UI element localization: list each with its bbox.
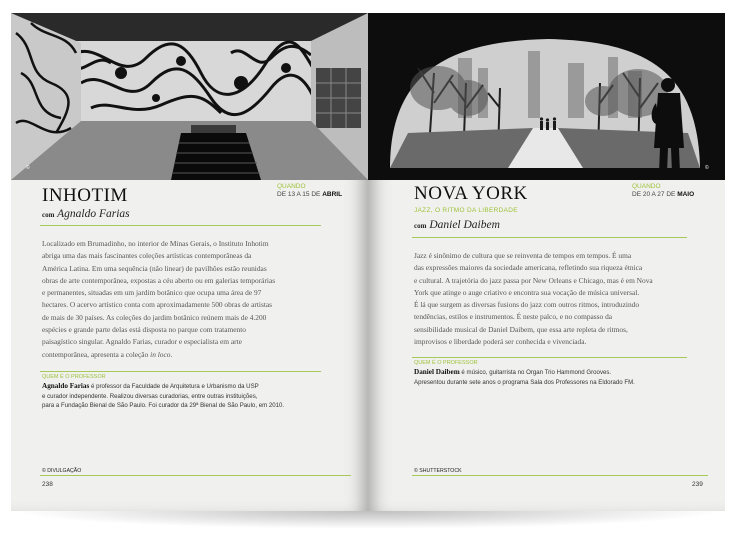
- inhotim-photo: [11, 13, 368, 180]
- date-range: DE 20 A 27 DE: [632, 191, 676, 198]
- professor-bio: Agnaldo Farias é professor da Faculdade de Arquitetura e Urbanismo da USP e curador independente. Realizou diversas curadorias, entre outras instituições, para a Fundação Bienal de São Paulo. Foi curador da 29ª Bienal de São Paulo, em 2010.: [42, 382, 285, 410]
- event-date: [277, 183, 342, 199]
- body-line: e permanentes, situadas em um jardim botânico que ocupa uma área de 97: [42, 288, 262, 298]
- body-emphasis: in loco: [150, 349, 171, 359]
- title-divider: [40, 225, 321, 226]
- right-page: [368, 13, 725, 511]
- professor-label: QUEM É O PROFESSOR: [414, 360, 478, 366]
- photo-credit: © DIVULGAÇÃO: [42, 468, 82, 474]
- footer-divider: [412, 475, 708, 476]
- page-subtitle: JAZZ, O RITMO DA LIBERDADE: [414, 207, 518, 214]
- date-month: MAIO: [677, 191, 695, 198]
- photo-credit: © SHUTTERSTOCK: [414, 468, 462, 474]
- byline: [414, 219, 500, 231]
- body-line: É lá que surgem as diversas fusions do jazz com outros ritmos, introduzindo: [414, 300, 640, 310]
- inhotim-gallery-image: [11, 13, 368, 180]
- professor-divider: [412, 357, 687, 358]
- instructor-name: Daniel Daibem: [429, 219, 500, 231]
- page-number: 238: [42, 481, 53, 488]
- photo-copyright-mark: ©: [26, 165, 30, 171]
- article-body: [42, 238, 342, 361]
- magazine-spread: [11, 13, 725, 511]
- body-line: de mais de 30 países. As coleções do jardim botânico reúnem mais de 4.200: [42, 312, 267, 322]
- page-title: NOVA YORK: [414, 183, 528, 204]
- book-shadow: [11, 511, 725, 529]
- body-line: e cultural. A trajetória do jazz passa por New Orleans e Chicago, mas é em Nova: [414, 275, 653, 285]
- body-line: York que atinge o auge criativo e encontra sua vocação de música universal.: [414, 287, 640, 297]
- body-line: paisagístico singular. Agnaldo Farias, curador e especialista em arte: [42, 337, 242, 347]
- body-line: obras de arte contemporânea, expostas a céu aberto ou em galerias temporárias: [42, 275, 276, 285]
- professor-name: Agnaldo Farias: [42, 382, 90, 390]
- body-line: sensibilidade musical de Daniel Daibem, que essa arte repleta de ritmos,: [414, 324, 628, 334]
- body-line: Localizado em Brumadinho, no interior de Minas Gerais, o Instituto Inhotim: [42, 239, 269, 248]
- byline-prefix: com: [42, 211, 55, 219]
- body-line: abriga uma das mais fascinantes coleções artísticas contemporâneas da: [42, 251, 252, 261]
- page-number: 239: [692, 481, 703, 488]
- date-label: QUANDO: [277, 183, 306, 190]
- title-divider: [412, 237, 687, 238]
- body-line: América Latina. Em uma sequência (não linear) de pavilhões estão reunidas: [42, 263, 267, 273]
- page-title: INHOTIM: [42, 185, 128, 206]
- body-line: Jazz é sinônimo de cultura que se reinventa de tempos em tempos. É uma: [414, 251, 632, 260]
- professor-label: QUEM É O PROFESSOR: [42, 374, 106, 380]
- central-park-image: [368, 13, 725, 180]
- instructor-name: Agnaldo Farias: [57, 208, 130, 220]
- byline: [42, 208, 130, 220]
- article-body: [414, 250, 714, 348]
- date-month: ABRIL: [322, 191, 343, 198]
- left-page: [11, 13, 368, 511]
- body-line: tendências, estilos e instrumentos. É neste palco, e no compasso da: [414, 312, 613, 322]
- professor-divider: [40, 371, 321, 372]
- footer-divider: [40, 475, 351, 476]
- professor-name: Daniel Daibem: [414, 368, 460, 376]
- event-date: [632, 183, 694, 199]
- body-line: das expressões maiores da sociedade americana, refletindo sua riqueza étnica: [414, 263, 643, 273]
- body-line: hectares. O acervo artístico conta com aproximadamente 500 obras de artistas: [42, 300, 273, 310]
- body-line: contemporânea, apresenta a coleção in loco.: [42, 349, 173, 359]
- date-label: QUANDO: [632, 183, 661, 190]
- professor-bio: Daniel Daibem é músico, guitarrista no Organ Trio Hammond Grooves. Apresentou durante sete anos o programa Sala dos Professores na Eldorado FM.: [414, 368, 635, 386]
- photo-copyright-mark: ©: [705, 165, 709, 171]
- body-line: espécies e grande parte delas está disposta no parque com tratamento: [42, 325, 246, 335]
- nova-york-photo: [368, 13, 725, 180]
- date-range: DE 13 A 15 DE: [277, 191, 321, 198]
- byline-prefix: com: [414, 222, 427, 230]
- body-line: improvisos e liberdade poderá ser conhecida e vivenciada.: [414, 337, 587, 347]
